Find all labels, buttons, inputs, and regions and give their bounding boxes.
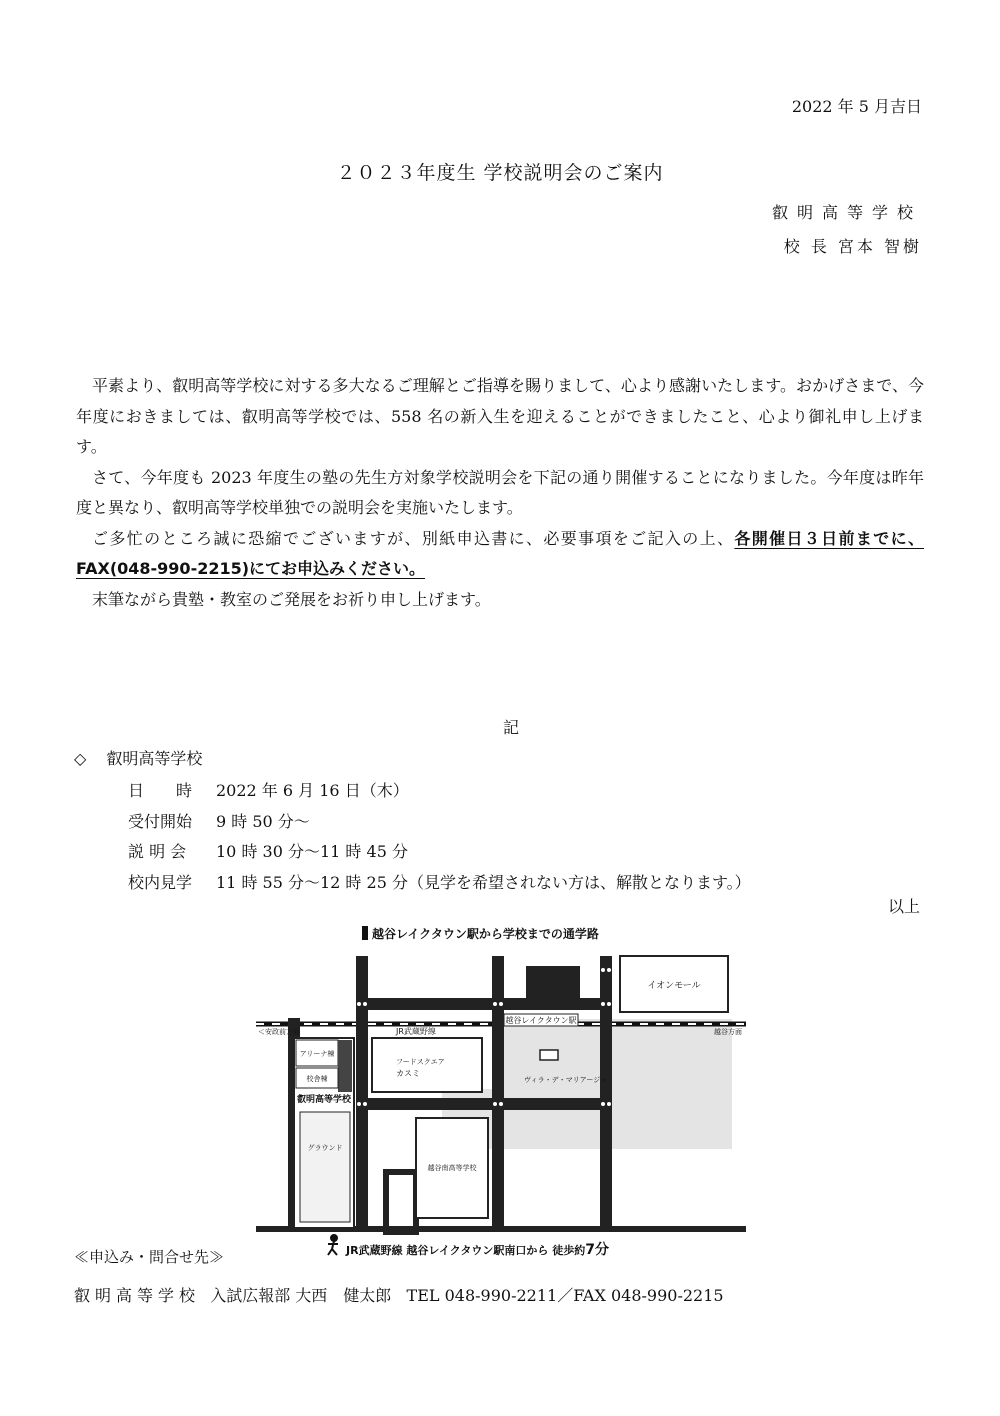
schedule-list xyxy=(128,776,751,898)
schedule-label: 説 明 会 xyxy=(128,842,187,861)
walker-icon xyxy=(328,1235,338,1255)
school-map-label: 叡明高等学校 xyxy=(296,1095,352,1105)
schedule-row xyxy=(128,868,751,899)
schedule-row xyxy=(128,776,751,807)
contact-department: 入試広報部 大西 健太郎 xyxy=(210,1286,392,1305)
villa-label: ヴィラ・デ・マリアージュ xyxy=(524,1076,608,1084)
walk-route-text xyxy=(345,1241,609,1258)
contact-line xyxy=(74,1283,724,1306)
map-title: 越谷レイクタウン駅から学校までの通学路 xyxy=(372,927,599,941)
walk-route-prefix: JR武蔵野線 越谷レイクタウン駅南口から 徒歩約 xyxy=(346,1244,586,1257)
school-name: 叡明高等学校 xyxy=(771,203,922,222)
schedule-value: 9 時 50 分～ xyxy=(216,811,310,831)
road-left-label: ＜安政前方面 xyxy=(258,1028,300,1036)
wedding-hall-marker xyxy=(540,1050,558,1060)
school-building-label: 校舎棟 xyxy=(306,1075,328,1083)
schedule-value: 2022 年 6 月 16 日（木） xyxy=(216,781,409,800)
paragraph-greeting: 平素より、叡明高等学校に対する多大なるご理解とご指導を賜りまして、心より感謝いたします。おかげさまで、今年度におきましては、叡明高等学校では、558 名の新入生を迎えることができましたこと、心より御礼申し上げます。 xyxy=(76,376,924,456)
schedule-row xyxy=(128,837,751,868)
deadline-emphasis: 各開催日３日前までに、FAX(048-990-2215)にてお申込みください。 xyxy=(76,528,924,578)
title-marker xyxy=(362,926,368,940)
paragraph-request xyxy=(76,524,924,585)
schedule-label: 受付開始 xyxy=(128,811,193,831)
food-square-label: フードスクエア xyxy=(396,1058,445,1066)
road-right-label: 越谷方面 xyxy=(714,1028,742,1036)
school-building-block xyxy=(338,1040,352,1092)
schedule-row xyxy=(128,807,751,838)
contact-school: 叡明高等学校 xyxy=(74,1286,201,1305)
letter-body xyxy=(76,371,924,615)
contact-phones: TEL 048-990-2211／FAX 048-990-2215 xyxy=(406,1286,724,1305)
arena-label: アリーナ棟 xyxy=(299,1050,335,1058)
schedule-value: 11 時 55 分～12 時 25 分（見学を希望されない方は、解散となります。） xyxy=(216,872,751,892)
venue-line xyxy=(74,746,202,769)
ground-area xyxy=(300,1112,350,1222)
walk-minutes: 7分 xyxy=(585,1242,609,1258)
page-title: ２０２３年度生 学校説明会のご案内 xyxy=(336,162,664,184)
closing-ijo: 以上 xyxy=(887,897,920,916)
contact-heading: ≪申込み・問合せ先≫ xyxy=(74,1248,225,1266)
paragraph-announcement: さて、今年度も 2023 年度生の塾の先生方対象学校説明会を下記の通り開催することになりました。今年度は昨年度と異なり、叡明高等学校単独での説明会を実施いたします。 xyxy=(76,467,924,517)
jr-line-label: JR武蔵野線 xyxy=(396,1027,436,1036)
access-map xyxy=(256,922,746,1258)
principal-name: 校 長 宮本 智樹 xyxy=(783,237,922,256)
issue-date: 2022 年 5 月吉日 xyxy=(791,97,922,116)
kasumi-label: カスミ xyxy=(396,1069,420,1078)
schedule-label: 日 時 xyxy=(128,781,193,800)
schedule-label: 校内見学 xyxy=(128,872,193,892)
venue-name: 叡明高等学校 xyxy=(106,749,203,768)
koshigaya-minami-label: 越谷南高等学校 xyxy=(427,1164,477,1172)
aeon-label: イオンモール xyxy=(647,981,701,991)
ki-heading: 記 xyxy=(503,718,520,737)
paragraph-closing: 末筆ながら貴塾・教室のご発展をお祈り申し上げます。 xyxy=(92,589,491,609)
station-label: 越谷レイクタウン駅 xyxy=(505,1016,577,1025)
diamond-bullet: ◇ xyxy=(74,749,87,768)
schedule-value: 10 時 30 分～11 時 45 分 xyxy=(216,842,408,861)
request-text: ご多忙のところ誠に恐縮でございますが、別紙申込書に、必要事項をご記入の上、 xyxy=(92,528,735,548)
ground-label: グラウンド xyxy=(307,1144,343,1152)
